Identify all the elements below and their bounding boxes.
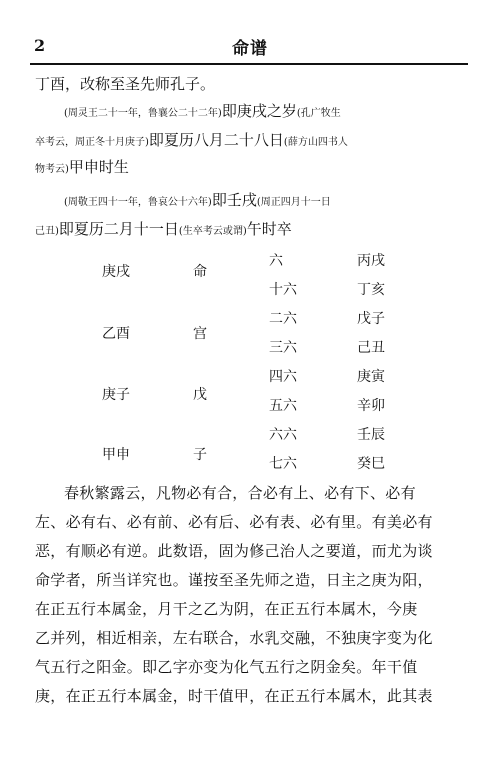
main-text: 甲申时生 — [68, 158, 129, 176]
palace-label: 子 — [193, 447, 207, 463]
age-label: 七六 — [269, 456, 297, 472]
annotation-text: (周正四月十一日 — [256, 197, 331, 208]
age-label: 十六 — [269, 282, 297, 298]
main-text: 午时卒 — [246, 220, 292, 238]
paragraph-line: 乙并列，相近相亲，左右联合，水乳交融，不独庚字变为化 — [35, 629, 433, 647]
pillar-year: 庚戌 — [102, 264, 130, 280]
main-text: 丁酉，改称至圣先师孔子。 — [35, 75, 216, 93]
page-number: 2 — [34, 36, 46, 55]
pillar-hour: 甲申 — [102, 447, 130, 463]
text-line — [35, 219, 292, 242]
running-title: 命谱 — [232, 39, 268, 59]
palace-label: 戊 — [193, 387, 207, 403]
paragraph-line: 恶，有顺必有逆。此数语，固为修己治人之要道，而尤为谈 — [35, 542, 433, 560]
age-label: 四六 — [269, 369, 297, 385]
paragraph-line: 庚，在正五行本属金，时干值甲，在正五行本属木，此其表 — [35, 687, 433, 705]
luck-pillar: 癸巳 — [357, 456, 385, 472]
text-line — [64, 101, 341, 124]
pillar-month: 乙酉 — [102, 326, 130, 342]
main-text: 即夏历八月二十八日 — [148, 131, 284, 149]
luck-pillar: 戊子 — [357, 311, 385, 327]
main-text: 即庚戌之岁 — [221, 102, 297, 120]
luck-pillar: 庚寅 — [357, 369, 385, 385]
annotation-text: (孔广牧生 — [296, 108, 341, 119]
annotation-text: 物考云) — [35, 164, 69, 175]
annotation-text: 己丑) — [35, 226, 59, 237]
age-label: 六六 — [269, 427, 297, 443]
luck-pillar: 丙戌 — [357, 253, 385, 269]
pillar-day: 庚子 — [102, 387, 130, 403]
paragraph-line: 气五行之阳金。即乙字亦变为化气五行之阴金矣。年干值 — [35, 658, 418, 676]
age-label: 三六 — [269, 340, 297, 356]
luck-pillar: 丁亥 — [357, 282, 385, 298]
text-line — [35, 157, 129, 180]
paragraph-line: 在正五行本属金，月干之乙为阴，在正五行本属木，今庚 — [35, 600, 418, 618]
age-label: 六 — [269, 253, 283, 269]
main-text: 即壬戌 — [211, 191, 257, 209]
page-header — [30, 34, 470, 60]
paragraph-line: 命学者，所当详究也。谨按至圣先师之造，日主之庚为阳， — [35, 571, 433, 589]
header-rule — [30, 63, 468, 65]
text-line — [35, 130, 348, 153]
age-label: 五六 — [269, 398, 297, 414]
luck-pillar: 己丑 — [357, 340, 385, 356]
luck-pillar: 辛卯 — [357, 398, 385, 414]
palace-label: 命 — [193, 264, 207, 280]
palace-label: 宫 — [193, 326, 207, 342]
main-text: 即夏历二月十一日 — [58, 220, 179, 238]
age-label: 二六 — [269, 311, 297, 327]
annotation-text: (周灵王二十一年，鲁襄公二十二年) — [64, 108, 222, 119]
annotation-text: 卒考云，周正冬十月庚子) — [35, 137, 149, 148]
annotation-text: (周敬王四十一年，鲁哀公十六年) — [64, 197, 212, 208]
text-line — [64, 190, 331, 213]
luck-pillar: 壬辰 — [357, 427, 385, 443]
annotation-text: (薛方山四书人 — [283, 137, 348, 148]
text-line — [35, 74, 215, 94]
annotation-text: (生卒考云或谓) — [178, 226, 247, 237]
paragraph-line: 左、必有右、必有前、必有后、必有表、必有里。有美必有 — [35, 513, 433, 531]
paragraph-line: 春秋繁露云，凡物必有合，合必有上、必有下、必有 — [64, 484, 416, 502]
